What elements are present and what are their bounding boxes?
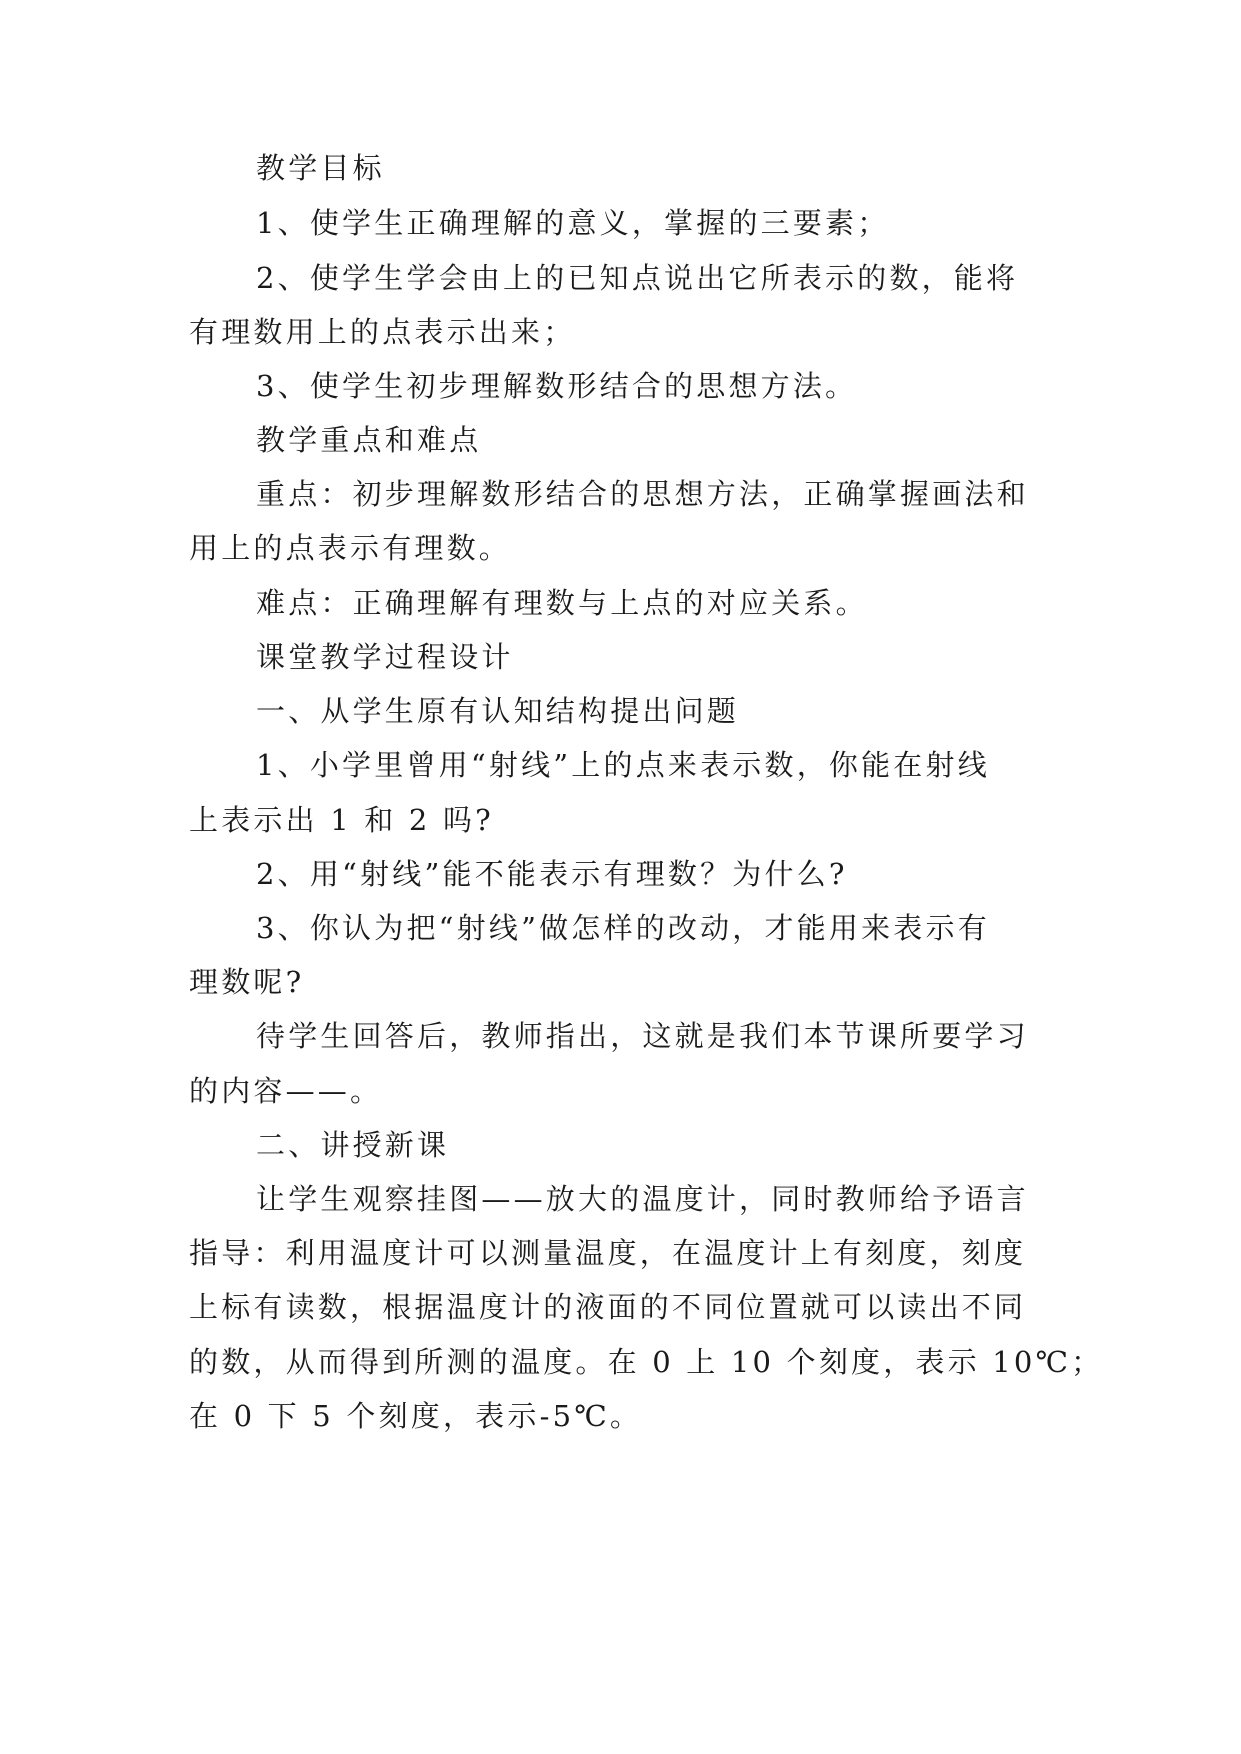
paragraph-line: 上表示出 1 和 2 吗?: [189, 803, 494, 837]
paragraph-line: 用上的点表示有理数。: [189, 531, 512, 565]
paragraph-line: 1、使学生正确理解的意义，掌握的三要素；: [256, 206, 890, 240]
heading-lesson-process: 课堂教学过程设计: [256, 640, 514, 674]
paragraph-line: 在 0 下 5 个刻度，表示-5℃。: [189, 1399, 643, 1433]
paragraph-line: 2、使学生学会由上的已知点说出它所表示的数，能将: [256, 261, 1019, 295]
paragraph-line: 的数，从而得到所测的温度。在 0 上 10 个刻度，表示 10℃；: [189, 1345, 1104, 1379]
paragraph-line: 3、你认为把“射线”做怎样的改动，才能用来表示有: [256, 911, 990, 945]
paragraph-line: 让学生观察挂图——放大的温度计，同时教师给予语言: [256, 1182, 1029, 1216]
paragraph-line: 理数呢?: [189, 965, 305, 999]
paragraph-line: 难点：正确理解有理数与上点的对应关系。: [256, 586, 868, 620]
section-heading: 一、从学生原有认知结构提出问题: [256, 694, 740, 728]
heading-teaching-goals: 教学目标: [256, 151, 385, 185]
paragraph-line: 3、使学生初步理解数形结合的思想方法。: [256, 369, 858, 403]
paragraph-line: 有理数用上的点表示出来；: [189, 315, 576, 349]
paragraph-line: 2、用“射线”能不能表示有理数？为什么?: [256, 857, 848, 891]
section-heading: 二、讲授新课: [256, 1128, 450, 1162]
paragraph-line: 的内容——。: [189, 1074, 383, 1108]
paragraph-line: 上标有读数，根据温度计的液面的不同位置就可以读出不同: [189, 1290, 1027, 1324]
paragraph-line: 1、小学里曾用“射线”上的点来表示数，你能在射线: [256, 748, 990, 782]
paragraph-line: 待学生回答后，教师指出，这就是我们本节课所要学习: [256, 1019, 1029, 1053]
heading-key-points: 教学重点和难点: [256, 423, 482, 457]
paragraph-line: 指导：利用温度计可以测量温度，在温度计上有刻度，刻度: [189, 1236, 1027, 1270]
paragraph-line: 重点：初步理解数形结合的思想方法，正确掌握画法和: [256, 477, 1029, 511]
